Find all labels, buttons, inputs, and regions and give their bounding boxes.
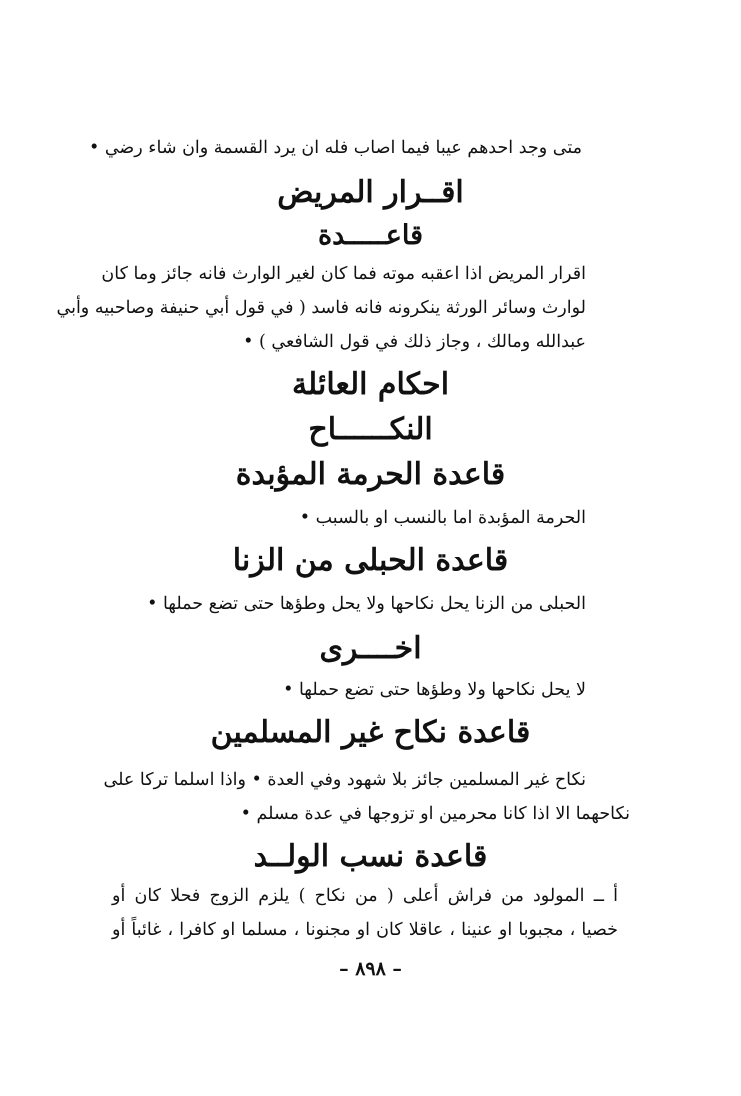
paragraph-line: خصيا ، مجبوبا او عنينا ، عاقلا كان او مجنونا ، مسلما او كافرا ، غائباً أو: [112, 920, 618, 940]
heading-permanent-prohibition: قاعدة الحرمة المؤبدة: [235, 457, 506, 492]
paragraph-line: الحبلى من الزنا يحل نكاحها ولا يحل وطؤها حتى تضع حملها •: [147, 594, 586, 614]
subheading-rule: قاعـــــدة: [317, 220, 424, 251]
paragraph-line: عبدالله ومالك ، وجاز ذلك في قول الشافعي ) •: [243, 332, 586, 352]
heading-non-muslim-marriage: قاعدة نكاح غير المسلمين: [210, 715, 531, 750]
paragraph-line: نكاح غير المسلمين جائز بلا شهود وفي العدة • واذا اسلما تركا على: [103, 770, 586, 790]
subheading-marriage: النكــــــاح: [308, 412, 433, 447]
page-number: – ٨٩٨ –: [339, 958, 402, 980]
paragraph-line: أ ــ المولود من فراش أعلى ( من نكاح ) يلزم الزوج فحلا كان أو: [112, 886, 618, 906]
paragraph-line: لا يحل نكاحها ولا وطؤها حتى تضع حملها •: [283, 680, 586, 700]
heading-child-lineage: قاعدة نسب الولــد: [253, 839, 488, 874]
heading-patient-acknowledgment: اقــرار المريض: [277, 175, 464, 210]
paragraph-line: لوارث وسائر الورثة ينكرونه فانه فاسد ( في قول أبي حنيفة وصاحبيه وأبي: [56, 298, 586, 318]
heading-other: اخــــرى: [319, 631, 422, 666]
paragraph-line: الحرمة المؤبدة اما بالنسب او بالسبب •: [299, 508, 586, 528]
heading-pregnant-from-zina: قاعدة الحبلى من الزنا: [232, 543, 509, 578]
paragraph-line: نكاحهما الا اذا كانا محرمين او تزوجها في عدة مسلم •: [240, 804, 630, 824]
heading-family-rulings: احكام العائلة: [291, 367, 450, 402]
paragraph-line: اقرار المريض اذا اعقبه موته فما كان لغير الوارث فانه جائز وما كان: [101, 264, 586, 284]
intro-line: متى وجد احدهم عيبا فيما اصاب فله ان يرد القسمة وان شاء رضي •: [88, 138, 582, 158]
